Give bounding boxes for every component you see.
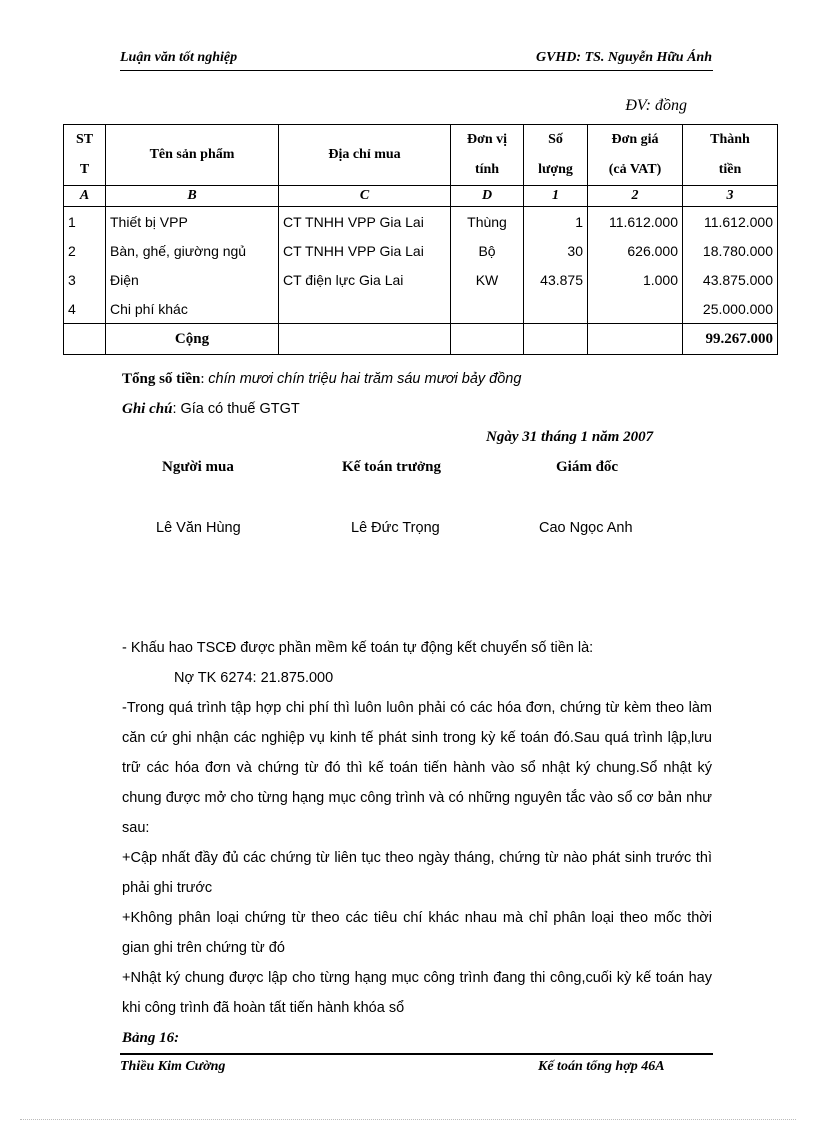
signature-title-giam-doc: Giám đốc: [556, 459, 619, 475]
table-row: [64, 294, 778, 324]
letter-cell: 2: [588, 186, 683, 207]
cell-dvt: Thùng: [451, 207, 524, 237]
cell-dvt: Bộ: [451, 236, 524, 265]
table-row: [64, 265, 778, 294]
footer-left: Thiều Kim Cường: [120, 1059, 226, 1074]
total-empty: [451, 324, 524, 355]
table-letter-row: [64, 186, 778, 207]
letter-cell: B: [106, 186, 279, 207]
total-value: 99.267.000: [683, 324, 778, 355]
cell-ten: Chi phí khác: [106, 294, 279, 324]
letter-cell: 3: [683, 186, 778, 207]
cell-stt: 4: [64, 294, 106, 324]
total-label: Cộng: [106, 324, 279, 355]
cell-dia-chi: CT TNHH VPP Gia Lai: [279, 236, 451, 265]
cell-don-gia: [588, 294, 683, 324]
header-don-gia: Đơn giá (cả VAT): [588, 125, 683, 186]
signature-title-nguoi-mua: Người mua: [162, 459, 234, 475]
header-dia-chi-mua: Địa chỉ mua: [279, 125, 451, 186]
ghi-chu-label: Ghi chú: [122, 401, 173, 417]
footer-rule: [120, 1053, 713, 1055]
header-stt: ST T: [64, 125, 106, 186]
page-edge-divider: [20, 1119, 796, 1120]
table-row: [64, 236, 778, 265]
total-empty: [279, 324, 451, 355]
purchase-table: [63, 124, 778, 355]
header-thanh-tien: Thành tiền: [683, 125, 778, 186]
cell-don-gia: 1.000: [588, 265, 683, 294]
unit-note: ĐV: đồng: [625, 97, 687, 114]
table-header-row: [64, 125, 778, 186]
cell-don-gia: 11.612.000: [588, 207, 683, 237]
ghi-chu-value: : Gía có thuế GTGT: [172, 401, 300, 417]
header-don-vi-tinh: Đơn vị tính: [451, 125, 524, 186]
table-total-row: [64, 324, 778, 355]
header-so-luong: Số lượng: [524, 125, 588, 186]
footer-right: Kế toán tổng hợp 46A: [538, 1059, 665, 1074]
cell-thanh-tien: 18.780.000: [683, 236, 778, 265]
cell-dia-chi: CT TNHH VPP Gia Lai: [279, 207, 451, 237]
cell-so-luong: 43.875: [524, 265, 588, 294]
cell-thanh-tien: 43.875.000: [683, 265, 778, 294]
header-ten-san-pham: Tên sản phẩm: [106, 125, 279, 186]
total-empty: [588, 324, 683, 355]
letter-cell: C: [279, 186, 451, 207]
cell-so-luong: [524, 294, 588, 324]
cell-ten: Thiết bị VPP: [106, 207, 279, 237]
cell-thanh-tien: 11.612.000: [683, 207, 778, 237]
cell-stt: 2: [64, 236, 106, 265]
cell-dvt: [451, 294, 524, 324]
cell-so-luong: 1: [524, 207, 588, 237]
body-paragraph: +Nhật ký chung được lập cho từng hạng mục công trình đang thi công,cuối kỳ kế toán hay khi công trình đã hoàn tất tiến hành khóa sổ: [122, 970, 712, 1016]
cell-thanh-tien: 25.000.000: [683, 294, 778, 324]
body-line-no-tk: Nợ TK 6274: 21.875.000: [174, 670, 334, 686]
signature-name-nguoi-mua: Lê Văn Hùng: [156, 520, 241, 536]
cell-dia-chi: CT điện lực Gia Lai: [279, 265, 451, 294]
header-right: GVHD: TS. Nguyễn Hữu Ánh: [535, 50, 712, 65]
body-paragraph: +Không phân loại chứng từ theo các tiêu chí khác nhau mà chỉ phân loại theo mốc thời gian ghi trên chứng từ đó: [122, 910, 712, 956]
letter-cell: A: [64, 186, 106, 207]
signature-name-ke-toan-truong: Lê Đức Trọng: [351, 520, 440, 536]
cell-ten: Bàn, ghế, giường ngủ: [106, 236, 279, 265]
cell-stt: 1: [64, 207, 106, 237]
letter-cell: D: [451, 186, 524, 207]
body-paragraph: +Cập nhất đầy đủ các chứng từ liên tục theo ngày tháng, chứng từ nào phát sinh trước thì phải ghi trước: [122, 850, 712, 896]
header-rule: [120, 70, 713, 71]
signature-title-ke-toan-truong: Kế toán trưởng: [342, 459, 441, 475]
cell-ten: Điện: [106, 265, 279, 294]
body-line-khau-hao: - Khấu hao TSCĐ được phần mềm kế toán tự động kết chuyển số tiền là:: [122, 640, 594, 656]
ghi-chu: [122, 401, 300, 418]
tong-so-tien: Tổng số tiền: chín mươi chín triệu hai trăm sáu mươi bảy đồng: [122, 371, 522, 387]
cell-stt: 3: [64, 265, 106, 294]
table-row: [64, 207, 778, 237]
body-paragraph: -Trong quá trình tập hợp chi phí thì luôn luôn phải có các hóa đơn, chứng từ kèm theo làm căn cứ ghi nhận các nghiệp vụ kinh tế phát sinh trong kỳ kế toán đó.Sau quá trình lập,lưu trữ các hóa đơn và chứng từ đó thì kế toán tiến hành vào sổ nhật ký chung.Sổ nhật ký chung được mở cho từng hạng mục công trình và có những nguyên tắc vào sổ cơ bản như sau:: [122, 700, 712, 836]
tong-so-tien-label: Tổng số tiền: [122, 371, 201, 387]
header-left: Luận văn tốt nghiệp: [120, 50, 238, 65]
cell-don-gia: 626.000: [588, 236, 683, 265]
cell-dvt: KW: [451, 265, 524, 294]
body-text: [122, 633, 712, 1053]
total-empty: [524, 324, 588, 355]
date-line: Ngày 31 tháng 1 năm 2007: [486, 429, 654, 445]
tong-so-tien-value: chín mươi chín triệu hai trăm sáu mươi bảy đồng: [208, 371, 522, 387]
cell-dia-chi: [279, 294, 451, 324]
letter-cell: 1: [524, 186, 588, 207]
total-empty: [64, 324, 106, 355]
cell-so-luong: 30: [524, 236, 588, 265]
table-label: Bảng 16:: [122, 1030, 180, 1046]
signature-name-giam-doc: Cao Ngọc Anh: [539, 520, 633, 536]
